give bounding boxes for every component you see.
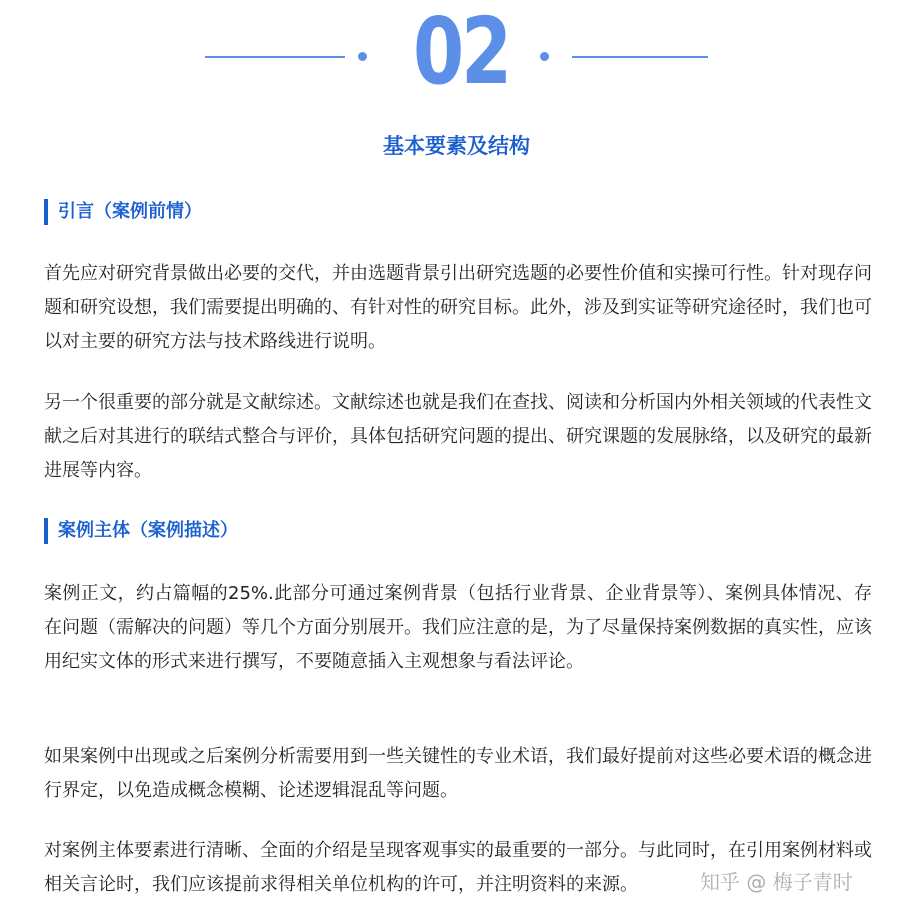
subheading-introduction: 引言（案例前情） bbox=[44, 199, 202, 225]
subheading-case-body: 案例主体（案例描述） bbox=[44, 518, 238, 544]
case-paragraph-1: 案例正文，约占篇幅的25%.此部分可通过案例背景（包括行业背景、企业背景等）、案例具体情况、存在问题（需解决的问题）等几个方面分别展开。我们应注意的是，为了尽量保持案例数据的真实性，应该用纪实文体的形式来进行撰写，不要随意插入主观想象与看法评论。 bbox=[44, 583, 872, 672]
watermark: 知乎 @ 梅子青时 bbox=[700, 870, 853, 894]
case-paragraph-2: 如果案例中出现或之后案例分析需要用到一些关键性的专业术语，我们最好提前对这些必要术语的概念进行界定，以免造成概念模糊、论述逻辑混乱等问题。 bbox=[44, 746, 872, 801]
intro-paragraph-1: 首先应对研究背景做出必要的交代，并由选题背景引出研究选题的必要性价值和实操可行性。针对现存问题和研究设想，我们需要提出明确的、有针对性的研究目标。此外，涉及到实证等研究途径时，我们也可以对主要的研究方法与技术路线进行说明。 bbox=[44, 263, 872, 352]
header-dot-left bbox=[358, 52, 367, 61]
section-number: 02 bbox=[413, 0, 510, 105]
intro-paragraph-2: 另一个很重要的部分就是文献综述。文献综述也就是我们在查找、阅读和分析国内外相关领域的代表性文献之后对其进行的联结式整合与评价，具体包括研究问题的提出、研究课题的发展脉络，以及研究的最新进展等内容。 bbox=[44, 392, 872, 481]
header-dot-right bbox=[540, 52, 549, 61]
header-line-right bbox=[572, 56, 708, 58]
page-title: 基本要素及结构 bbox=[383, 134, 530, 158]
case-paragraph-3: 对案例主体要素进行清晰、全面的介绍是呈现客观事实的最重要的一部分。与此同时，在引用案例材料或相关言论时，我们应该提前求得相关单位机构的许可，并注明资料的来源。 bbox=[44, 840, 872, 895]
header-line-left bbox=[205, 56, 345, 58]
